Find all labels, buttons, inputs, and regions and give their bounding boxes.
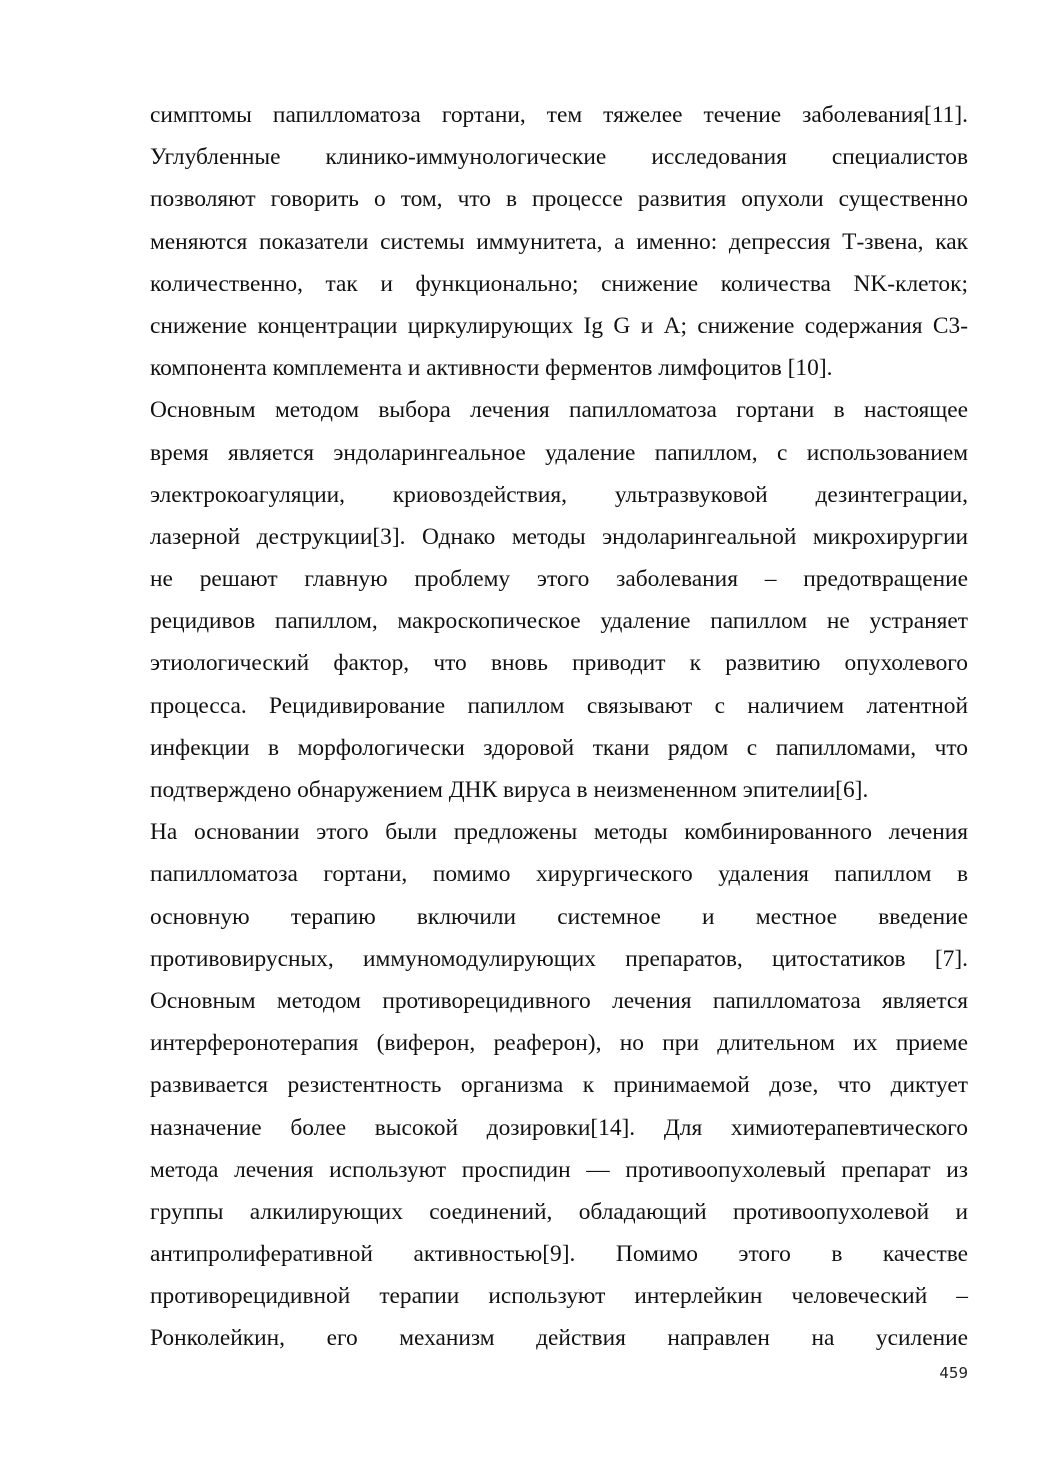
text-line: противовирусных, иммуномодулирующих препаратов, цитостатиков [7]. (150, 945, 968, 972)
text-line: электрокоагуляции, криовоздействия, ультразвуковой дезинтеграции, (150, 481, 968, 508)
text-line: Углубленные клинико-иммунологические исследования специалистов (150, 144, 968, 171)
text-line: группы алкилирующих соединений, обладающий противоопухолевой и (150, 1198, 968, 1225)
text-line: Основным методом противорецидивного лечения папилломатоза является (150, 987, 968, 1014)
text-line: развивается резистентность организма к принимаемой дозе, что диктует (150, 1072, 968, 1099)
text-line: время является эндоларингеальное удаление папиллом, с использованием (150, 439, 968, 466)
text-line: позволяют говорить о том, что в процессе развития опухоли существенно (150, 186, 968, 213)
text-line: Ронколейкин, его механизм действия направлен на усиление (150, 1325, 968, 1352)
text-line: метода лечения используют проспидин — противоопухолевый препарат из (150, 1156, 968, 1183)
text-line: папилломатоза гортани, помимо хирургического удаления папиллом в (150, 861, 968, 888)
text-line: снижение концентрации циркулирующих Ig G и A; снижение содержания С3- (150, 312, 968, 339)
document-page (150, 94, 968, 1360)
text-line: лазерной деструкции[3]. Однако методы эндоларингеальной микрохирургии (150, 523, 968, 550)
text-line: инфекции в морфологически здоровой ткани рядом с папилломами, что (150, 734, 968, 761)
text-line: симптомы папилломатоза гортани, тем тяжелее течение заболевания[11]. (150, 102, 968, 128)
text-line: количественно, так и функционально; снижение количества NK-клеток; (150, 270, 968, 297)
text-line: этиологический фактор, что вновь приводит к развитию опухолевого (150, 650, 968, 677)
text-line: меняются показатели системы иммунитета, а именно: депрессия Т-звена, как (150, 228, 968, 255)
text-line: не решают главную проблему этого заболевания – предотвращение (150, 566, 968, 593)
text-line: антипролиферативной активностью[9]. Помимо этого в качестве (150, 1241, 968, 1268)
text-line: На основании этого были предложены методы комбинированного лечения (150, 819, 968, 846)
text-line: подтверждено обнаружением ДНК вируса в неизмененном эпителии[6]. (150, 777, 869, 803)
text-line: компонента комплемента и активности ферментов лимфоцитов [10]. (150, 355, 833, 382)
text-line: назначение более высокой дозировки[14]. Для химиотерапевтического (150, 1114, 968, 1141)
text-line: основную терапию включили системное и местное введение (150, 903, 968, 930)
text-line: процесса. Рецидивирование папиллом связывают с наличием латентной (150, 692, 968, 719)
text-line: Основным методом выбора лечения папилломатоза гортани в настоящее (150, 397, 968, 424)
page-number: 459 (939, 1364, 968, 1382)
text-line: противорецидивной терапии используют интерлейкин человеческий – (150, 1283, 968, 1310)
text-line: интерферонотерапия (виферон, реаферон), но при длительном их приеме (150, 1030, 968, 1057)
text-line: рецидивов папиллом, макроскопическое удаление папиллом не устраняет (150, 608, 968, 635)
